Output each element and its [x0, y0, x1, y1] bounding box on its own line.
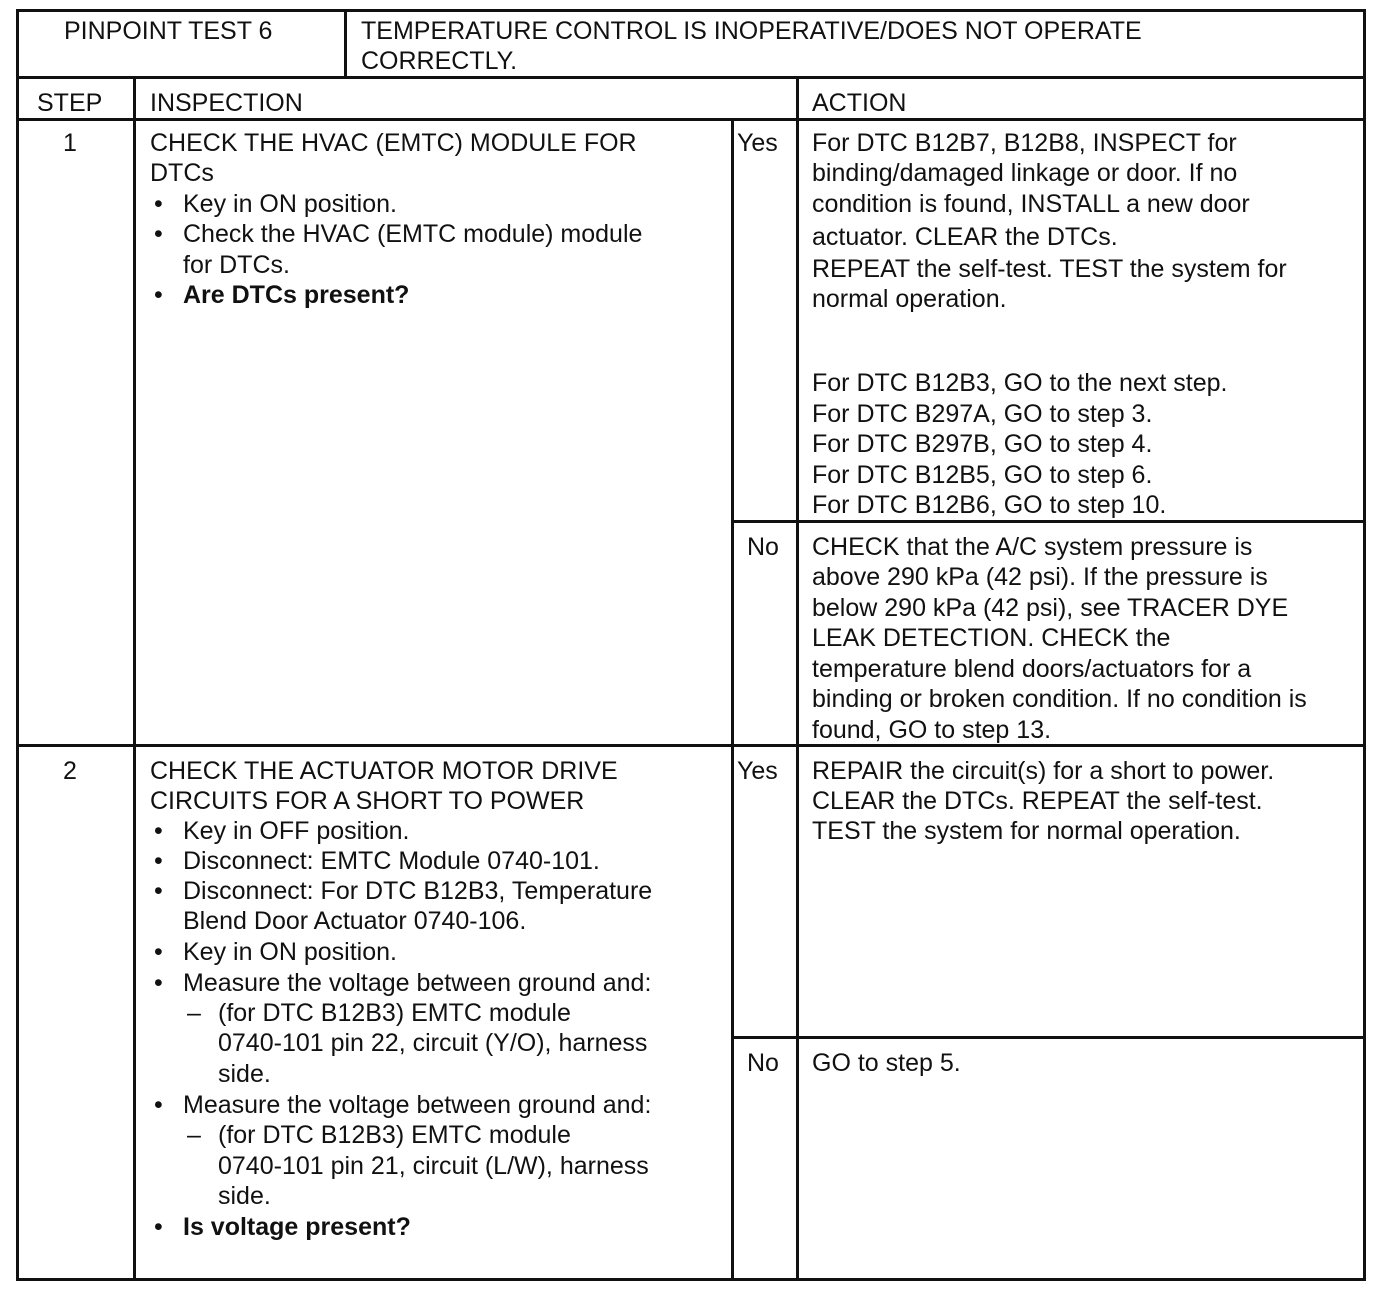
bullet-icon: •: [154, 190, 163, 218]
step2-bullet4: Key in ON position.: [183, 938, 397, 966]
column-header-inspection: INSPECTION: [150, 89, 303, 117]
step2-no-label: No: [747, 1049, 779, 1077]
step2-yes-action-line: REPAIR the circuit(s) for a short to power.: [812, 757, 1275, 785]
step1-title-line1: CHECK THE HVAC (EMTC) MODULE FOR: [150, 129, 637, 157]
step1-no-action-line: found, GO to step 13.: [812, 716, 1052, 744]
step1-bullet2-line1: Check the HVAC (EMTC module) module: [183, 220, 643, 248]
step1-goto-line: For DTC B297A, GO to step 3.: [812, 400, 1153, 428]
step2-yes-action-line: CLEAR the DTCs. REPEAT the self-test.: [812, 787, 1263, 815]
step2-bullet3-line2: Blend Door Actuator 0740-106.: [183, 907, 527, 935]
step1-no-action-line: LEAK DETECTION. CHECK the: [812, 624, 1171, 652]
bullet-icon: •: [154, 281, 163, 309]
rule-top: [16, 9, 1366, 12]
step1-yes-action-line: condition is found, INSTALL a new door: [812, 190, 1250, 218]
step1-title-line2: DTCs: [150, 159, 214, 187]
step1-goto-line: For DTC B297B, GO to step 4.: [812, 430, 1153, 458]
test-title: PINPOINT TEST 6: [64, 17, 273, 45]
step1-yes-action-line: REPEAT the self-test. TEST the system for: [812, 255, 1287, 283]
rule-yesno-col: [731, 118, 734, 1281]
step1-no-action-line: temperature blend doors/actuators for a: [812, 655, 1252, 683]
rule-below-header: [16, 76, 1366, 79]
step2-sub2-line1: (for DTC B12B3) EMTC module: [218, 1121, 571, 1149]
step1-goto-line: For DTC B12B6, GO to step 10.: [812, 491, 1167, 519]
step1-yes-label: Yes: [737, 129, 778, 157]
rule-between-steps: [16, 744, 1366, 747]
step1-question: Are DTCs present?: [183, 281, 410, 309]
step2-sub2-line2: 0740-101 pin 21, circuit (L/W), harness: [218, 1152, 649, 1180]
step1-yes-action-line: For DTC B12B7, B12B8, INSPECT for: [812, 129, 1237, 157]
step1-no-action-line: below 290 kPa (42 psi), see TRACER DYE: [812, 594, 1289, 622]
step1-no-action-line: above 290 kPa (42 psi). If the pressure is: [812, 563, 1268, 591]
step2-bullet6: Measure the voltage between ground and:: [183, 1091, 652, 1119]
bullet-icon: •: [154, 938, 163, 966]
step2-sub1-line3: side.: [218, 1060, 271, 1088]
dash-icon: –: [187, 999, 201, 1027]
bullet-icon: •: [154, 1213, 163, 1241]
rule-right: [1363, 9, 1366, 1281]
bullet-icon: •: [154, 1091, 163, 1119]
rule-step2-yes-no: [731, 1036, 1366, 1039]
step2-yes-label: Yes: [737, 757, 778, 785]
step1-no-action-line: CHECK that the A/C system pressure is: [812, 533, 1253, 561]
step2-yes-action-line: TEST the system for normal operation.: [812, 817, 1241, 845]
step2-no-action: GO to step 5.: [812, 1049, 961, 1077]
rule-action-col: [796, 76, 799, 1281]
step2-bullet1: Key in OFF position.: [183, 817, 410, 845]
step1-yes-action-line: actuator. CLEAR the DTCs.: [812, 223, 1118, 251]
step2-sub1-line1: (for DTC B12B3) EMTC module: [218, 999, 571, 1027]
step2-bullet5: Measure the voltage between ground and:: [183, 969, 652, 997]
bullet-icon: •: [154, 847, 163, 875]
rule-step-col: [133, 76, 136, 1281]
bullet-icon: •: [154, 220, 163, 248]
test-description-line2: CORRECTLY.: [361, 47, 518, 75]
step1-yes-action-line: binding/damaged linkage or door. If no: [812, 159, 1238, 187]
step1-number: 1: [63, 129, 77, 157]
bullet-icon: •: [154, 817, 163, 845]
rule-header-divider: [344, 9, 347, 78]
test-description-line1: TEMPERATURE CONTROL IS INOPERATIVE/DOES NOT OPERATE: [361, 17, 1142, 45]
bullet-icon: •: [154, 877, 163, 905]
step2-question: Is voltage present?: [183, 1213, 411, 1241]
rule-left: [16, 9, 19, 1281]
step2-number: 2: [63, 757, 77, 785]
step2-sub2-line3: side.: [218, 1182, 271, 1210]
step1-no-action-line: binding or broken condition. If no condition is: [812, 685, 1307, 713]
step2-title-line2: CIRCUITS FOR A SHORT TO POWER: [150, 787, 585, 815]
step2-bullet3-line1: Disconnect: For DTC B12B3, Temperature: [183, 877, 653, 905]
bullet-icon: •: [154, 969, 163, 997]
step1-bullet2-line2: for DTCs.: [183, 251, 290, 279]
step1-goto-line: For DTC B12B3, GO to the next step.: [812, 369, 1228, 397]
column-header-step: STEP: [37, 89, 103, 117]
step1-yes-action-line: normal operation.: [812, 285, 1007, 313]
step1-goto-line: For DTC B12B5, GO to step 6.: [812, 461, 1153, 489]
rule-bottom: [16, 1278, 1366, 1281]
step1-no-label: No: [747, 533, 779, 561]
step1-bullet1: Key in ON position.: [183, 190, 397, 218]
step2-bullet2: Disconnect: EMTC Module 0740-101.: [183, 847, 600, 875]
column-header-action: ACTION: [812, 89, 907, 117]
step2-sub1-line2: 0740-101 pin 22, circuit (Y/O), harness: [218, 1029, 648, 1057]
step2-title-line1: CHECK THE ACTUATOR MOTOR DRIVE: [150, 757, 618, 785]
dash-icon: –: [187, 1121, 201, 1149]
